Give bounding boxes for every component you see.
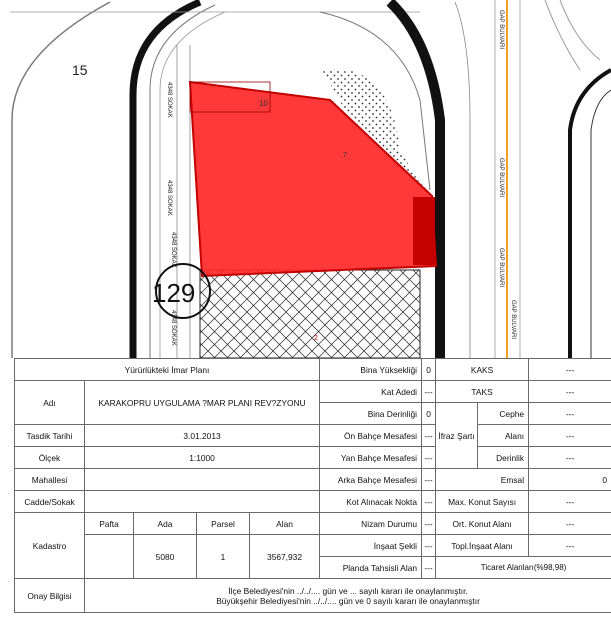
kadastro-header: Ada bbox=[134, 513, 197, 535]
street-label-gap: GAP BULVARI bbox=[498, 248, 504, 288]
alani-label: Alanı bbox=[478, 425, 529, 447]
taks-label: TAKS bbox=[436, 381, 529, 403]
tasdik-tarihi-label: Tasdik Tarihi bbox=[15, 425, 85, 447]
kadastro-header: Pafta bbox=[85, 513, 134, 535]
cephe-label: Cephe bbox=[478, 403, 529, 425]
on-bahce-label: Ön Bahçe Mesafesi bbox=[320, 425, 422, 447]
adi-value: KARAKOPRU UYGULAMA ?MAR PLANI REV?ZYONU bbox=[85, 381, 320, 425]
on-bahce-value: --- bbox=[422, 425, 436, 447]
yan-bahce-label: Yan Bahçe Mesafesi bbox=[320, 447, 422, 469]
block-number-left: 15 bbox=[72, 62, 88, 78]
zoning-info-table bbox=[14, 358, 611, 613]
ifraz-sarti-label: İfraz Şartı bbox=[436, 403, 478, 469]
planda-tahsisli-value: --- bbox=[422, 557, 436, 579]
alani-value: --- bbox=[529, 425, 611, 447]
plan-header: Yürürlükteki İmar Planı bbox=[15, 359, 320, 381]
emsal-value: 0 bbox=[529, 469, 611, 491]
max-konut-value: --- bbox=[529, 491, 611, 513]
adi-label: Adı bbox=[15, 381, 85, 425]
olcek-value: 1:1000 bbox=[85, 447, 320, 469]
onay-note bbox=[85, 579, 611, 613]
derinlik-label: Derinlik bbox=[478, 447, 529, 469]
parcel-number: 129 bbox=[152, 278, 196, 308]
kadastro-header: Alan bbox=[250, 513, 320, 535]
insaat-sekli-value: --- bbox=[422, 535, 436, 557]
street-label-4348: 4348 SOKAK bbox=[170, 232, 176, 268]
mahallesi-label: Mahallesi bbox=[15, 469, 85, 491]
kaks-label: KAKS bbox=[436, 359, 529, 381]
tasdik-tarihi-value: 3.01.2013 bbox=[85, 425, 320, 447]
bina-yuksekligi-value: 0 bbox=[422, 359, 436, 381]
cephe-value: --- bbox=[529, 403, 611, 425]
kadastro-value: 1 bbox=[197, 535, 250, 579]
kaks-value: --- bbox=[529, 359, 611, 381]
nizam-durumu-value: --- bbox=[422, 513, 436, 535]
yan-bahce-value: --- bbox=[422, 447, 436, 469]
kadastro-label: Kadastro bbox=[15, 513, 85, 579]
topl-insaat-value: --- bbox=[529, 535, 611, 557]
onay-label: Onay Bilgisi bbox=[15, 579, 85, 613]
arka-bahce-value: --- bbox=[422, 469, 436, 491]
lower-parcel-hatch bbox=[200, 270, 420, 358]
insaat-sekli-label: İnşaat Şekli bbox=[320, 535, 422, 557]
street-label-gap: GAP BULVARI bbox=[510, 300, 516, 340]
onay-line-2: Büyükşehir Belediyesi'nin ../../.... gün ve 0 sayılı kararı ile onaylanmıştır bbox=[216, 595, 480, 606]
kat-adedi-value: --- bbox=[422, 381, 436, 403]
mahallesi-value bbox=[85, 469, 320, 491]
inner-label-2: 7 bbox=[343, 152, 347, 159]
kadastro-value: 5080 bbox=[134, 535, 197, 579]
cadde-sokak-value bbox=[85, 491, 320, 513]
onay-line-1: İlçe Belediyesi'nin ../../.... gün ve ... sayılı kararı ile onaylanmıştır. bbox=[228, 585, 468, 596]
max-konut-label: Max. Konut Sayısı bbox=[436, 491, 529, 513]
kot-alinacak-value: --- bbox=[422, 491, 436, 513]
lower-label: 2 bbox=[314, 335, 318, 342]
street-label-4348: 4348 SOKAK bbox=[166, 82, 172, 118]
nizam-durumu-label: Nizam Durumu bbox=[320, 513, 422, 535]
street-label-4348: 4348 SOKAK bbox=[170, 310, 176, 346]
ort-konut-label: Ort. Konut Alanı bbox=[436, 513, 529, 535]
kat-adedi-label: Kat Adedi bbox=[320, 381, 422, 403]
cadde-sokak-label: Cadde/Sokak bbox=[15, 491, 85, 513]
street-label-gap: GAP BULVARI bbox=[498, 10, 504, 50]
bina-yuksekligi-label: Bina Yüksekliği bbox=[320, 359, 422, 381]
kadastro-value: 3567,932 bbox=[250, 535, 320, 579]
derinlik-value: --- bbox=[529, 447, 611, 469]
inner-label-1: 10 bbox=[259, 99, 268, 108]
kot-alinacak-label: Kot Alınacak Nokta bbox=[320, 491, 422, 513]
emsal-label: Emsal bbox=[436, 469, 529, 491]
ticaret-label: Ticaret Alanları(%98,98) bbox=[436, 557, 611, 579]
olcek-label: Ölçek bbox=[15, 447, 85, 469]
street-label-4348: 4348 SOKAK bbox=[166, 180, 172, 216]
kadastro-header: Parsel bbox=[197, 513, 250, 535]
arka-bahce-label: Arka Bahçe Mesafesi bbox=[320, 469, 422, 491]
planda-tahsisli-label: Planda Tahsisli Alan bbox=[320, 557, 422, 579]
ort-konut-value: --- bbox=[529, 513, 611, 535]
bina-derinligi-value: 0 bbox=[422, 403, 436, 425]
taks-value: --- bbox=[529, 381, 611, 403]
kadastro-value bbox=[85, 535, 134, 579]
bina-derinligi-label: Bina Derinliği bbox=[320, 403, 422, 425]
parcel-red-dark-strip bbox=[413, 197, 435, 265]
street-label-gap: GAP BULVARI bbox=[498, 158, 504, 198]
topl-insaat-label: Topl.İnşaat Alanı bbox=[436, 535, 529, 557]
